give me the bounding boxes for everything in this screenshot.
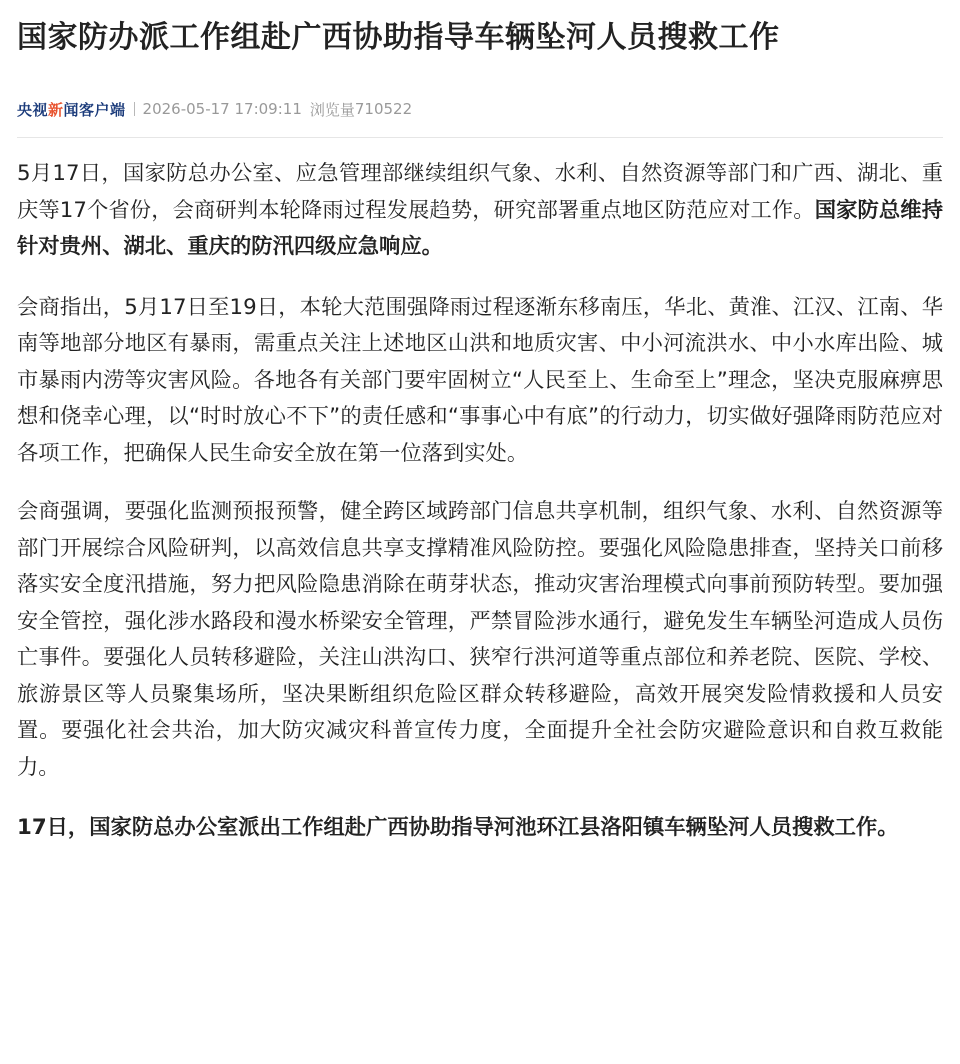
views-count: 710522 xyxy=(354,100,413,118)
paragraph-4: 17日，国家防总办公室派出工作组赴广西协助指导河池环江县洛阳镇车辆坠河人员搜救工作。 xyxy=(17,815,899,840)
article-meta xyxy=(17,98,943,120)
paragraph-3: 会商强调，要强化监测预报预警，健全跨区域跨部门信息共享机制，组织气象、水利、自然资源等部门开展综合风险研判，以高效信息共享支撑精准风险防控。要强化风险隐患排查，坚持关口前移落实安全度汛措施，努力把风险隐患消除在萌芽状态，推动灾害治理模式向事前预防转型。要加强安全管控，强化涉水路段和漫水桥梁安全管理，严禁冒险涉水通行，避免发生车辆坠河造成人员伤亡事件。要强化人员转移避险，关注山洪沟口、狭窄行洪河道等重点部位和养老院、医院、学校、旅游景区等人员聚集场所，坚决果断组织危险区群众转移避险，高效开展突发险情救援和人员安置。要强化社会共治，加大防灾减灾科普宣传力度，全面提升全社会防灾避险意识和自救互救能力。 xyxy=(17,499,943,780)
publish-timestamp: 2026-05-17 17:09:11 xyxy=(142,100,302,118)
article-title: 国家防办派工作组赴广西协助指导车辆坠河人员搜救工作 xyxy=(17,20,780,55)
views-label: 浏览量 xyxy=(309,100,355,119)
meta-divider xyxy=(134,102,135,116)
paragraph-1 xyxy=(17,156,943,266)
paragraph-1-bold: 国家防总维持针对贵州、湖北、重庆的防汛四级应急响应。 xyxy=(17,197,943,259)
source-brand[interactable] xyxy=(17,99,126,120)
source-brand-part2: 新 xyxy=(48,100,64,119)
paragraph-1-text: 5月17日，国家防总办公室、应急管理部继续组织气象、水利、自然资源等部门和广西、湖北、重庆等17个省份，会商研判本轮降雨过程发展趋势，研究部署重点地区防范应对工作。 xyxy=(17,161,943,223)
paragraph-2: 会商指出，5月17日至19日，本轮大范围强降雨过程逐渐东移南压，华北、黄淮、江汉、江南、华南等地部分地区有暴雨，需重点关注上述地区山洪和地质灾害、中小河流洪水、中小水库出险、城市暴雨内涝等灾害风险。各地各有关部门要牢固树立“人民至上、生命至上”理念，坚决克服麻痹思想和侥幸心理，以“时时放心不下”的责任感和“事事心中有底”的行动力，切实做好强降雨防范应对各项工作，把确保人民生命安全放在第一位落到实处。 xyxy=(17,294,943,466)
source-brand-part3: 闻客户端 xyxy=(63,100,126,119)
source-brand-part1: 央视 xyxy=(17,100,49,119)
header-divider xyxy=(17,137,943,138)
